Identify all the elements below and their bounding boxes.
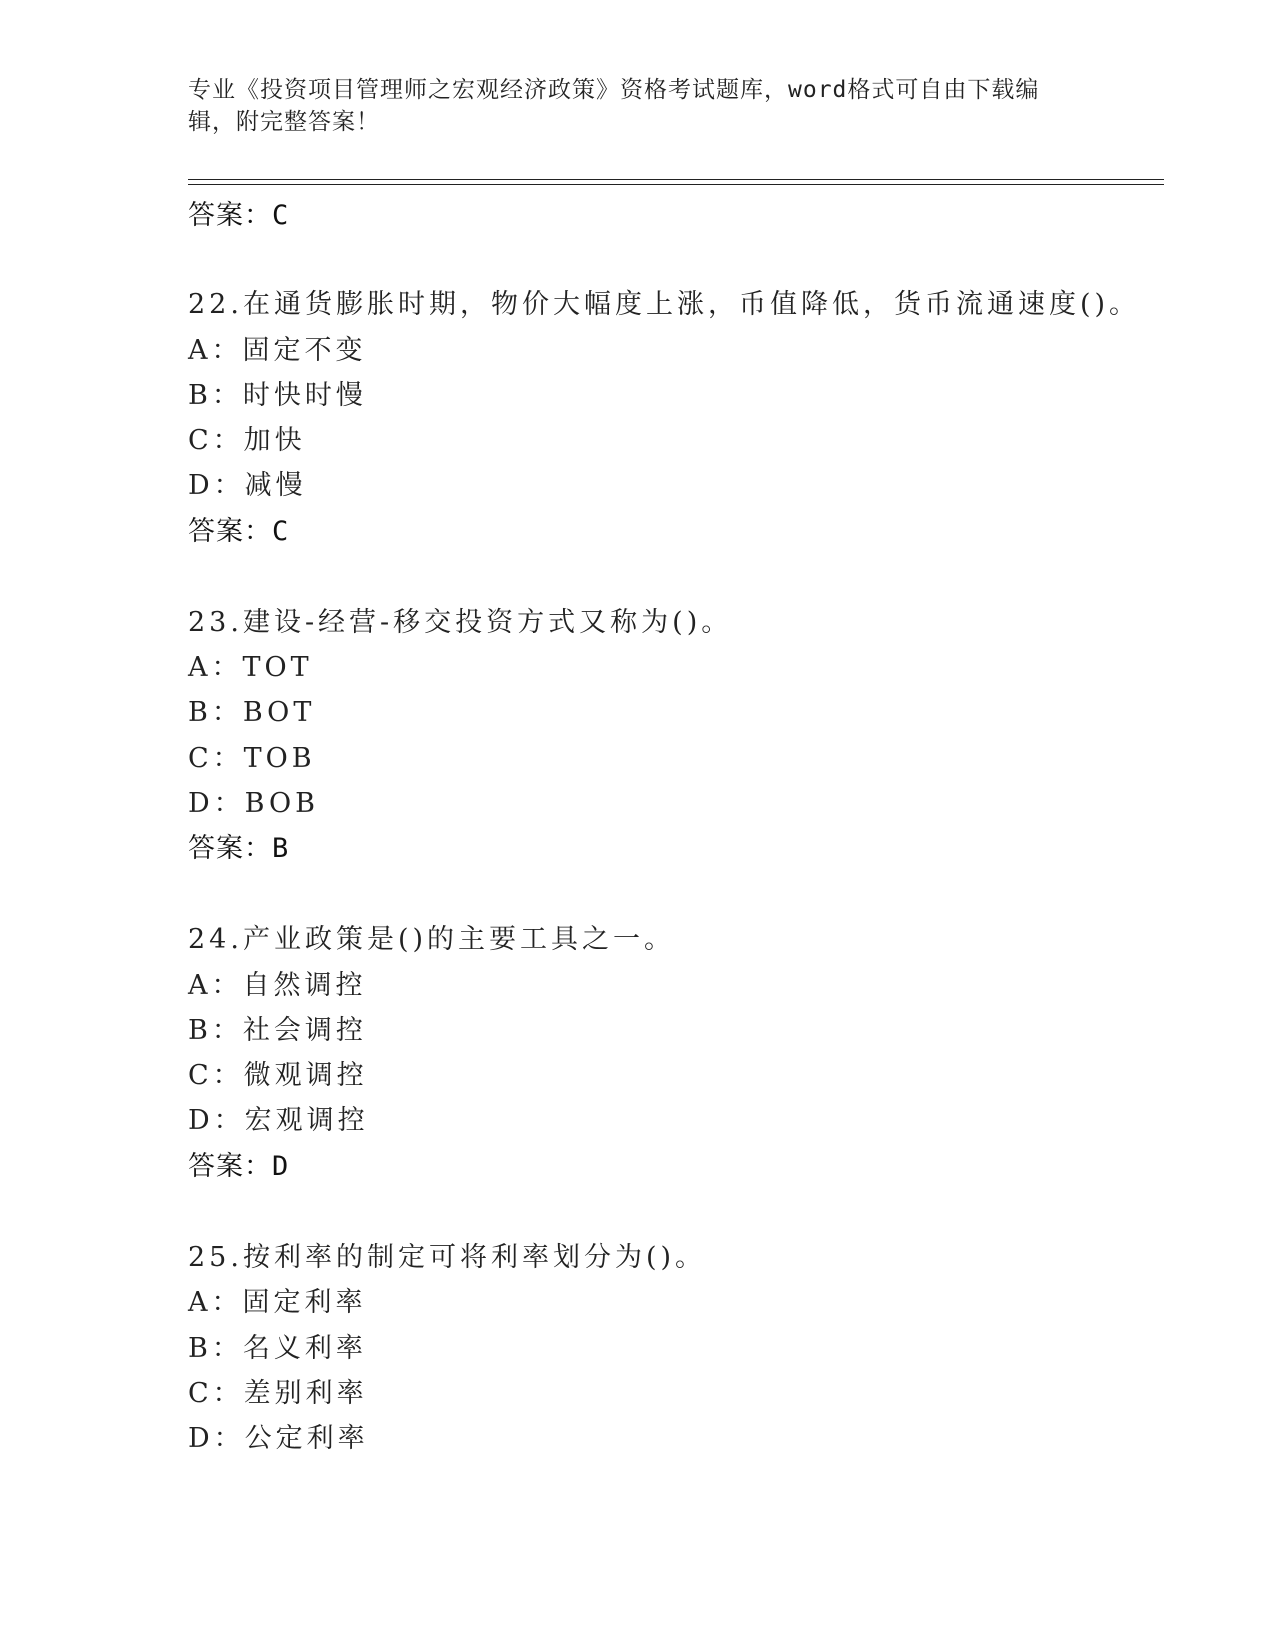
header-line-1: 专业《投资项目管理师之宏观经济政策》资格考试题库，word格式可自由下载编: [188, 77, 1040, 103]
option-a: A：TOT: [188, 652, 313, 683]
header-divider-top: [188, 179, 1164, 180]
option-a: A：固定不变: [188, 335, 367, 366]
option-b: B：BOT: [188, 697, 316, 728]
question-stem: 23.建设-经营-移交投资方式又称为()。: [188, 607, 733, 638]
document-header: [188, 74, 1078, 138]
question-stem: 22.在通货膨胀时期，物价大幅度上涨，币值降低，货币流通速度()。: [188, 289, 1141, 320]
header-line-2: 辑，附完整答案！: [188, 109, 380, 135]
option-b: B：名义利率: [188, 1333, 367, 1364]
answer: 答案：D: [188, 1151, 290, 1182]
option-b: B：社会调控: [188, 1015, 367, 1046]
option-d: D：宏观调控: [188, 1105, 369, 1136]
option-a: A：固定利率: [188, 1287, 367, 1318]
option-b: B：时快时慢: [188, 380, 367, 411]
answer: 答案：C: [188, 516, 290, 547]
option-d: D：BOB: [188, 788, 319, 819]
question-stem: 24.产业政策是()的主要工具之一。: [188, 924, 676, 955]
option-d: D：减慢: [188, 470, 307, 501]
option-a: A：自然调控: [188, 970, 367, 1001]
header-divider-bottom: [188, 184, 1164, 185]
option-c: C：TOB: [188, 743, 316, 774]
question-stem: 25.按利率的制定可将利率划分为()。: [188, 1242, 707, 1273]
option-d: D：公定利率: [188, 1423, 369, 1454]
option-c: C：微观调控: [188, 1060, 368, 1091]
option-c: C：加快: [188, 425, 306, 456]
answer: 答案：B: [188, 833, 290, 864]
option-c: C：差别利率: [188, 1378, 368, 1409]
previous-answer: 答案：C: [188, 200, 290, 231]
